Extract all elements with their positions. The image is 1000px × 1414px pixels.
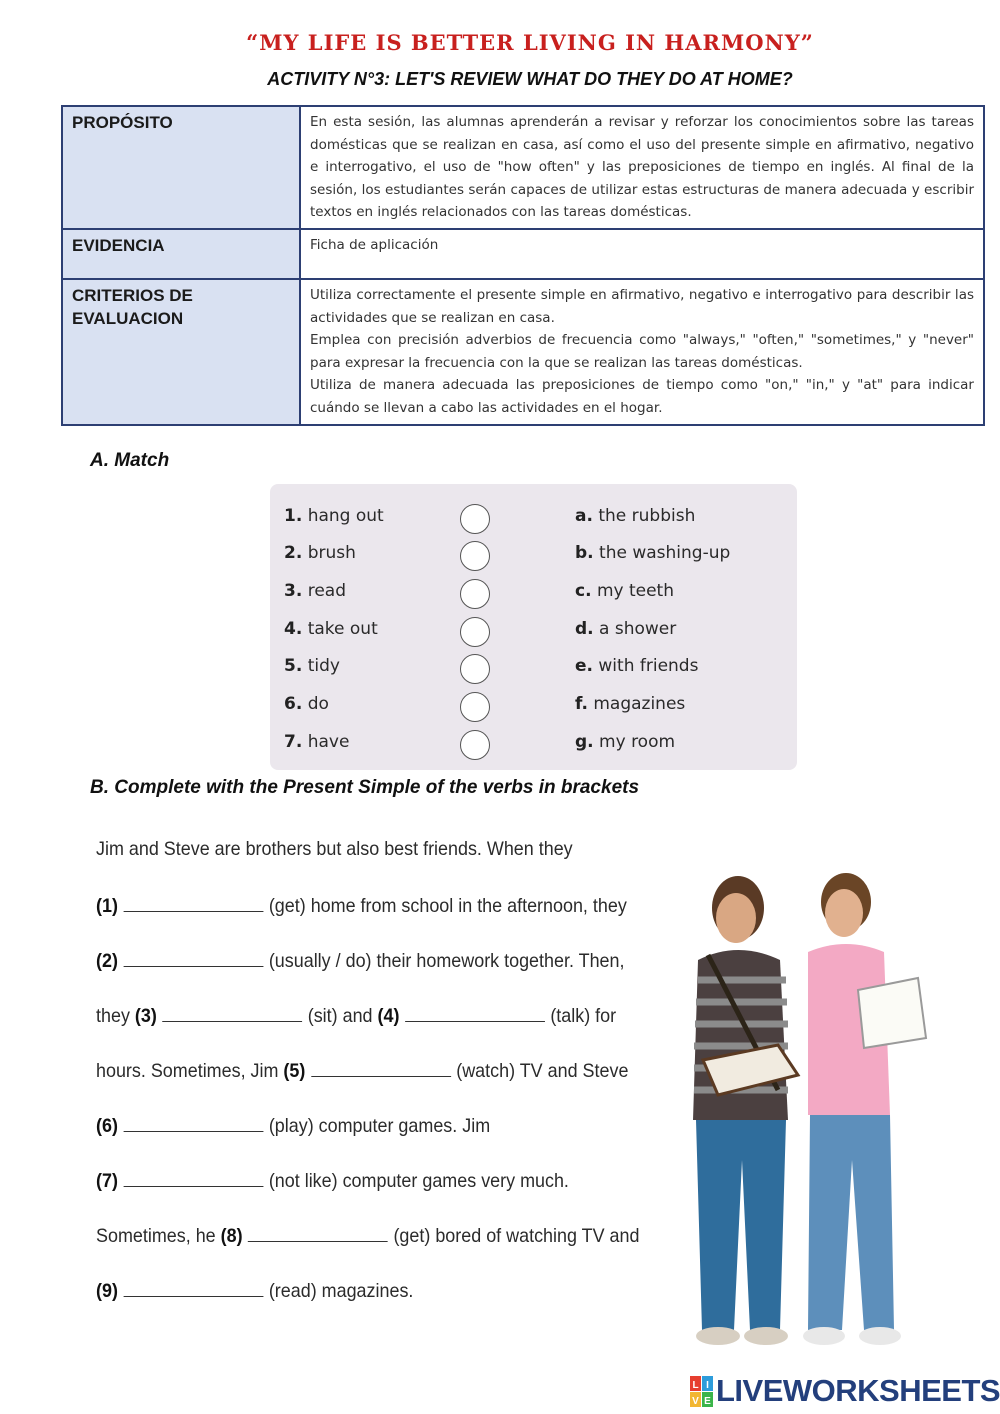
match-answer-circle[interactable] [460,654,490,684]
cloze-line [96,948,624,973]
two-boys-reading-photo [668,860,930,1365]
match-right-item: d. a shower [575,619,677,639]
match-left-item: 6. do [284,694,329,714]
cloze-text: (watch) TV and Steve [456,1060,629,1082]
match-right-item: c. my teeth [575,581,675,601]
proposito-label: PROPÓSITO [62,106,300,229]
match-right-item: e. with friends [575,656,699,676]
cloze-text: Sometimes, he [96,1225,221,1247]
cloze-line [96,893,627,918]
cloze-number: (4) [377,1005,400,1027]
info-table [61,105,985,426]
cloze-number: (8) [220,1225,243,1247]
logo-letter-v: V [692,1396,699,1407]
proposito-text: En esta sesión, las alumnas aprenderán a revisar y reforzar los conocimientos sobre las tareas domésticas que se realizan en casa, así como el uso del presente simple en afirmativo, negativo e interrogativo, el uso de "how often" y las preposiciones de tiempo en inglés. Al final de la sesión, los estudiantes serán capaces de utilizar estas estructuras de manera adecuada y escribir textos en inglés relacionados con las tareas domésticas. [300,106,984,229]
answer-blank[interactable] [123,948,263,967]
cloze-line [96,838,573,861]
answer-blank[interactable] [123,1168,263,1187]
match-answer-circle[interactable] [460,541,490,571]
cloze-number: (1) [96,895,118,917]
cloze-text: (read) magazines. [268,1280,414,1302]
answer-blank[interactable] [311,1058,451,1077]
match-right-item: f. magazines [575,694,686,714]
match-left-item: 7. have [284,732,350,752]
cloze-text: they [96,1005,135,1027]
criterios-text [300,279,984,425]
cloze-line [96,1223,639,1248]
match-left-item: 5. tidy [284,656,340,676]
match-right-item: a. the rubbish [575,506,696,526]
cloze-text: Jim and Steve are brothers but also best friends. When they [96,838,573,860]
match-answer-circle[interactable] [460,692,490,722]
cloze-line [96,1003,616,1028]
worksheet-title: “MY LIFE IS BETTER LIVING IN HARMONY” [246,30,814,55]
cloze-text: (sit) and [307,1005,378,1027]
answer-blank[interactable] [162,1003,302,1022]
criterio-2: Emplea con precisión adverbios de frecuencia como "always," "often," "sometimes," y "never" para expresar la frecuencia con la que se realizan las tareas domésticas. [310,332,974,371]
match-answer-circle[interactable] [460,730,490,760]
boy1-jeans [696,1120,786,1330]
cloze-text: (get) bored of watching TV and [393,1225,640,1247]
match-right-item: g. my room [575,732,676,752]
activity-subtitle: ACTIVITY N°3: LET'S REVIEW WHAT DO THEY DO AT HOME? [267,69,793,89]
cloze-line [96,1168,569,1193]
match-left-item: 2. brush [284,543,356,563]
cloze-number: (2) [96,950,118,972]
logo-letter-i: I [706,1380,709,1391]
answer-blank[interactable] [123,893,263,912]
answer-blank[interactable] [123,1278,263,1297]
criterio-1: Utiliza correctamente el presente simple en afirmativo, negativo e interrogativo para describir las actividades que se realizan en casa. [310,286,974,326]
cloze-number: (5) [283,1060,306,1082]
match-answer-circle[interactable] [460,617,490,647]
liveworksheets-logo-icon [690,1376,714,1408]
boy1-face [716,893,756,943]
cloze-number: (7) [96,1170,118,1192]
match-answer-circle[interactable] [460,579,490,609]
cloze-line [96,1113,490,1138]
cloze-text: (usually / do) their homework together. Then, [268,950,625,972]
match-left-item: 4. take out [284,619,378,639]
section-b-heading: B. Complete with the Present Simple of the verbs in brackets [90,777,640,798]
evidencia-text: Ficha de aplicación [300,229,984,279]
cloze-text: hours. Sometimes, Jim [96,1060,284,1082]
match-answer-circle[interactable] [460,504,490,534]
section-a-heading: A. Match [90,450,170,471]
logo-letter-l: L [692,1380,699,1391]
answer-blank[interactable] [405,1003,545,1022]
boy2-face [825,889,863,937]
answer-blank[interactable] [123,1113,263,1132]
boy2-jeans [808,1115,894,1330]
criterio-3: Utiliza de manera adecuada las preposiciones de tiempo como "on," "in," y "at" para indicar cuándo se llevan a cabo las actividades en el hogar. [310,377,974,416]
cloze-line [96,1278,413,1303]
cloze-number: (3) [134,1005,157,1027]
cloze-text: (get) home from school in the afternoon, they [268,895,627,917]
evidencia-label: EVIDENCIA [62,229,300,279]
match-left-item: 3. read [284,581,346,601]
match-left-item: 1. hang out [284,506,384,526]
cloze-text: (not like) computer games very much. [268,1170,569,1192]
liveworksheets-logo-text: LIVEWORKSHEETS [716,1373,1000,1408]
boy2-book [858,978,926,1048]
cloze-number: (9) [96,1280,118,1302]
answer-blank[interactable] [248,1223,388,1242]
criterios-label: CRITERIOS DE EVALUACION [62,279,300,425]
cloze-number: (6) [96,1115,118,1137]
cloze-text: (play) computer games. Jim [268,1115,491,1137]
cloze-text: (talk) for [550,1005,617,1027]
cloze-line [96,1058,628,1083]
logo-letter-e: E [704,1396,711,1407]
match-right-item: b. the washing-up [575,543,731,563]
boy1-sweater [693,950,788,1120]
